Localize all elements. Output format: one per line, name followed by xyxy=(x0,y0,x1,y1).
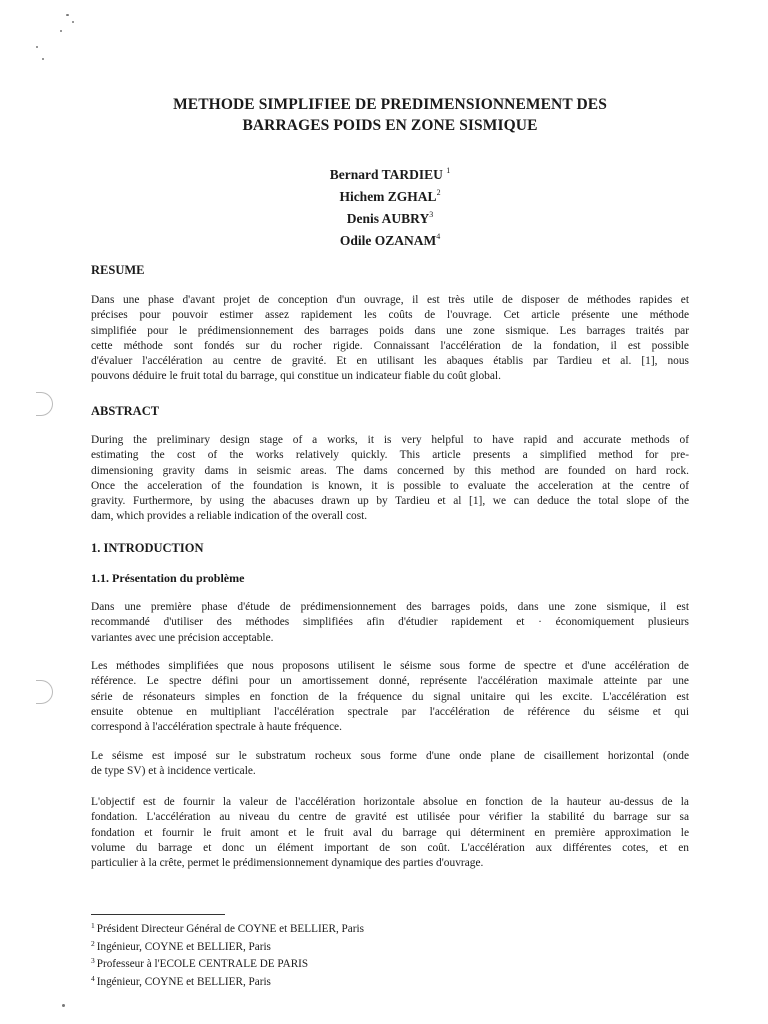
punch-hole-mark xyxy=(36,680,53,704)
author xyxy=(230,182,550,204)
scan-speck xyxy=(36,46,38,48)
text-line: pouvons déduire le fruit total du barrage, qui constitue un indicateur fiable du coût global. xyxy=(91,370,501,383)
footnote xyxy=(91,954,491,972)
text-line: d'évaluer l'accélération au centre de gravité. Et en utilisant les abaques établis par Tardieu et al. [1], nous xyxy=(91,355,689,368)
author-name: Denis AUBRY xyxy=(346,211,430,226)
footnote-mark: 4 xyxy=(91,973,95,983)
footnote xyxy=(91,919,491,937)
author-list xyxy=(230,160,550,248)
author-footnote-mark: 4 xyxy=(436,232,441,241)
text-line: recommandé d'utiliser des méthodes simplifiées afin d'étudier rapidement et · économiquement plusieurs xyxy=(91,616,689,629)
scan-speck xyxy=(60,30,62,32)
intro-paragraph xyxy=(91,749,689,780)
text-line: fondation et fournir le fruit amont et le fruit aval du barrage qui déterminent en première approximation le xyxy=(91,826,689,839)
intro-paragraph xyxy=(91,600,689,646)
text-line: Les méthodes simplifiées que nous proposons utilisent le séisme sous forme de spectre et d'une accélération de xyxy=(91,660,689,672)
author xyxy=(230,204,550,226)
text-line: série de résonateurs simples en fonction de la fréquence du signal unitaire qui les excite. L'accélération est xyxy=(91,690,689,703)
text-line: cette méthode sont fondés sur du rocher rigide. Connaissant l'accélération de la fondation, il est possible xyxy=(91,339,689,352)
text-line: Dans une phase d'avant projet de conception d'un ouvrage, il est très utile de disposer de méthodes rapides et xyxy=(91,294,689,306)
author-name: Hichem ZGHAL xyxy=(339,189,437,204)
footnote-text: Ingénieur, COYNE et BELLIER, Paris xyxy=(96,940,271,953)
text-line: gravity. Furthermore, by using the abacuses drawn up by Tardieu et al [1], we can deduce the total slope of the xyxy=(91,495,689,508)
text-line: fondation. L'accélération au niveau du centre de gravité est utilisée pour vérifier la stabilité du barrage sur sa xyxy=(91,811,689,824)
text-line: L'objectif est de fournir la valeur de l'accélération horizontale absolue en fonction de la hauteur au-dessus de la xyxy=(91,796,689,808)
footnote-mark: 2 xyxy=(91,938,95,948)
introduction-heading: 1. INTRODUCTION xyxy=(91,541,204,555)
scan-speck xyxy=(66,14,69,16)
intro-paragraph xyxy=(91,795,689,871)
abstract-heading: ABSTRACT xyxy=(91,404,160,418)
footnote-list xyxy=(91,919,491,989)
text-line: Le séisme est imposé sur le substratum rocheux sous forme d'une onde plane de cisaillement horizontal (onde xyxy=(91,750,689,762)
punch-hole-mark xyxy=(36,392,53,416)
text-line: volume du barrage et donc un élément important de son coût. L'accélération aux différentes cotes, et en xyxy=(91,841,689,854)
text-line: variantes avec une précision acceptable. xyxy=(91,631,274,644)
footnote xyxy=(91,972,491,990)
footnote-mark: 3 xyxy=(91,956,95,966)
footnote-text: Président Directeur Général de COYNE et BELLIER, Paris xyxy=(96,923,364,935)
footnote xyxy=(91,937,491,955)
text-line: estimating the cost of the works relatively quickly. This article presents a simplified method for pre- xyxy=(91,449,689,462)
scan-speck xyxy=(42,58,44,60)
author-name: Odile OZANAM xyxy=(339,233,437,248)
author xyxy=(230,160,550,182)
scan-speck xyxy=(72,21,74,23)
text-line: correspond à l'accélération spectrale à haute fréquence. xyxy=(91,721,342,734)
text-line: During the preliminary design stage of a works, it is very helpful to have rapid and accurate methods of xyxy=(91,434,689,446)
abstract-paragraph xyxy=(91,433,689,525)
text-line: Dans une première phase d'étude de prédimensionnement des barrages poids, dans une zone sismique, il est xyxy=(91,601,689,613)
title-line: METHODE SIMPLIFIEE DE PREDIMENSIONNEMENT DES xyxy=(173,96,607,113)
footnote-divider xyxy=(91,914,225,915)
footnote-mark: 1 xyxy=(91,921,95,930)
text-line: de type SV) et à incidence verticale. xyxy=(91,765,256,778)
footnote-text: Professeur à l'ECOLE CENTRALE DE PARIS xyxy=(96,958,309,971)
text-line: simplifiée pour le prédimensionnement des barrages poids dans une zone sismique. Les barrages traités par xyxy=(91,324,689,337)
author-footnote-mark: 3 xyxy=(429,210,434,219)
author-name: Bernard TARDIEU xyxy=(329,167,443,182)
text-line: Once the acceleration of the foundation is known, it is possible to evaluate the acceleration at the centre of xyxy=(91,479,689,492)
paper-title xyxy=(90,94,690,136)
footnote-text: Ingénieur, COYNE et BELLIER, Paris xyxy=(96,975,271,988)
text-line: dimensioning gravity dams in seismic areas. The dams concerned by this method are founded on hard rock. xyxy=(91,464,689,477)
resume-paragraph xyxy=(91,293,689,385)
section-subheading: 1.1. Présentation du problème xyxy=(91,571,245,585)
author-footnote-mark: 1 xyxy=(446,166,451,175)
scan-speck xyxy=(62,1004,65,1007)
text-line: précises pour pouvoir estimer assez rapidement les coûts de l'ouvrage. Cet article présente une méthode xyxy=(91,309,689,322)
text-line: dam, which provides a reliable indication of the overall cost. xyxy=(91,510,368,523)
text-line: ensuite obtenue en multipliant l'accélération spectrale par l'accélération de référence du séisme et qui xyxy=(91,705,689,718)
text-line: particulier à la crête, permet le prédimensionnement dynamique des parties d'ouvrage. xyxy=(91,857,484,870)
author xyxy=(230,226,550,248)
intro-paragraph xyxy=(91,659,689,735)
text-line: référence. Le spectre défini pour un amortissement donné, représente l'accélération maximale atteinte par une xyxy=(91,675,689,688)
resume-heading: RESUME xyxy=(91,263,145,277)
author-footnote-mark: 2 xyxy=(436,188,441,197)
title-line: BARRAGES POIDS EN ZONE SISMIQUE xyxy=(242,117,538,134)
